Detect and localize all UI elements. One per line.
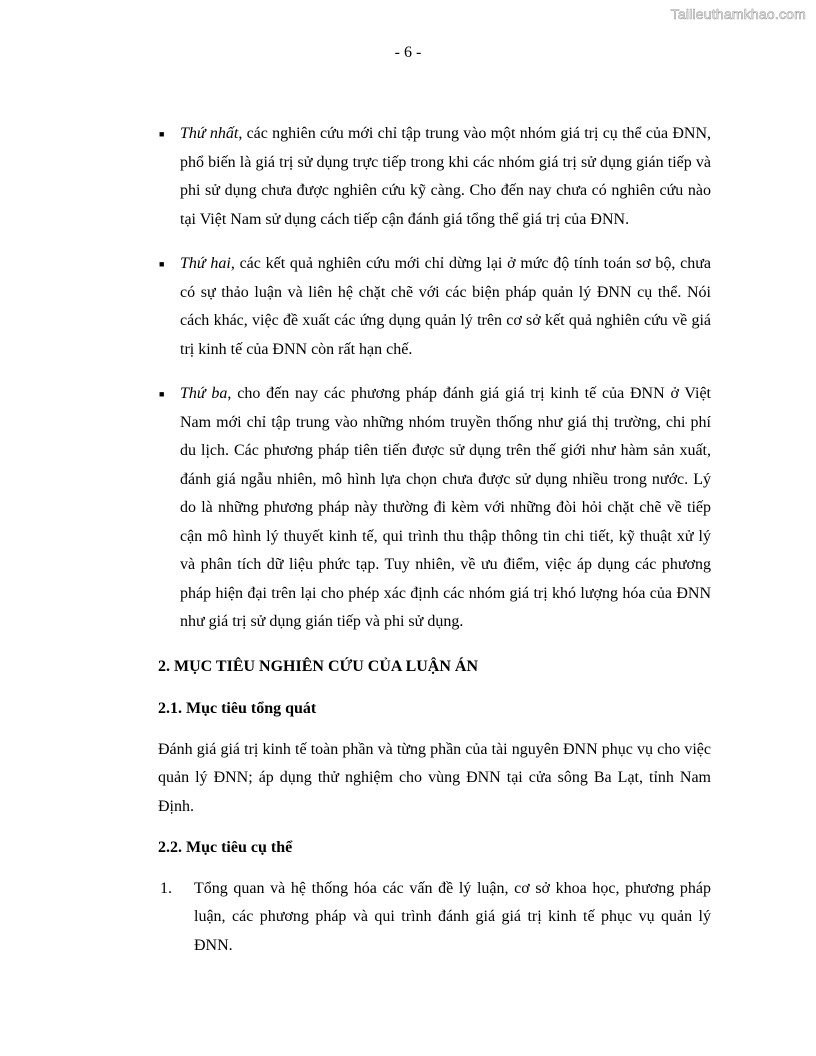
numbered-list-item [158,875,711,961]
square-bullet-icon: ■ [159,129,165,139]
bullet-lead: Thứ nhất [180,125,239,142]
bullet-lead: Thứ hai [180,255,231,272]
general-objective-text: Đánh giá giá trị kinh tế toàn phần và từng phần của tài nguyên ĐNN phục vụ cho việc quản lý ĐNN; áp dụng thử nghiệm cho vùng ĐNN tại cửa sông Ba Lạt, tỉnh Nam Định. [158,740,711,815]
bullet-text: , các kết quả nghiên cứu mới chỉ dừng lại ở mức độ tính toán sơ bộ, chưa có sự thảo luận và liên hệ chặt chẽ với các biện pháp quản lý ĐNN cụ thể. Nói cách khác, việc đề xuất các ứng dụng quản lý trên cơ sở kết quả nghiên cứu về giá trị kinh tế của ĐNN còn rất hạn chế. [180,255,712,358]
subsection-heading-specific: 2.2. Mục tiêu cụ thể [158,839,293,856]
bullet-text: , cho đến nay các phương pháp đánh giá giá trị kinh tế của ĐNN ở Việt Nam mới chỉ tập trung vào những nhóm truyền thống như giá thị trường, chi phí du lịch. Các phương pháp tiên tiến được sử dụng trên thế giới như hàm sản xuất, đánh giá ngẫu nhiên, mô hình lựa chọn chưa được sử dụng nhiều trong nước. Lý do là những phương pháp này thường đi kèm với những đòi hỏi chặt chẽ về tiếp cận mô hình lý thuyết kinh tế, qui trình thu thập thông tin chi tiết, kỹ thuật xử lý và phân tích dữ liệu phức tạp. Tuy nhiên, về ưu điểm, việc áp dụng các phương pháp hiện đại trên lại cho phép xác định các nhóm giá trị khó lượng hóa của ĐNN như giá trị sử dụng gián tiếp và phi sử dụng. [180,385,712,630]
page-number: - 6 - [394,44,422,61]
bullet-item [158,120,711,234]
section-heading: 2. MỤC TIÊU NGHIÊN CỨU CỦA LUẬN ÁN [158,657,479,675]
square-bullet-icon: ■ [159,259,165,269]
bullet-item [158,250,711,364]
bullet-text: , các nghiên cứu mới chỉ tập trung vào một nhóm giá trị cụ thể của ĐNN, phổ biến là giá trị sử dụng trực tiếp trong khi các nhóm giá trị sử dụng gián tiếp và phi sử dụng chưa được nghiên cứu kỹ càng. Cho đến nay chưa có nghiên cứu nào tại Việt Nam sử dụng cách tiếp cận đánh giá tổng thể giá trị của ĐNN. [180,125,711,228]
bullet-lead: Thứ ba [180,385,228,402]
list-number: 1. [160,879,172,897]
bullet-item [158,380,711,637]
list-item-text: Tổng quan và hệ thống hóa các vấn đề lý luận, cơ sở khoa học, phương pháp luận, các phương pháp và qui trình đánh giá giá trị kinh tế phục vụ quản lý ĐNN. [194,879,711,954]
watermark: Tailieuthamkhao.com [670,6,806,22]
subsection-heading-general: 2.1. Mục tiêu tổng quát [158,700,317,717]
square-bullet-icon: ■ [159,389,165,399]
document-body [158,120,711,960]
